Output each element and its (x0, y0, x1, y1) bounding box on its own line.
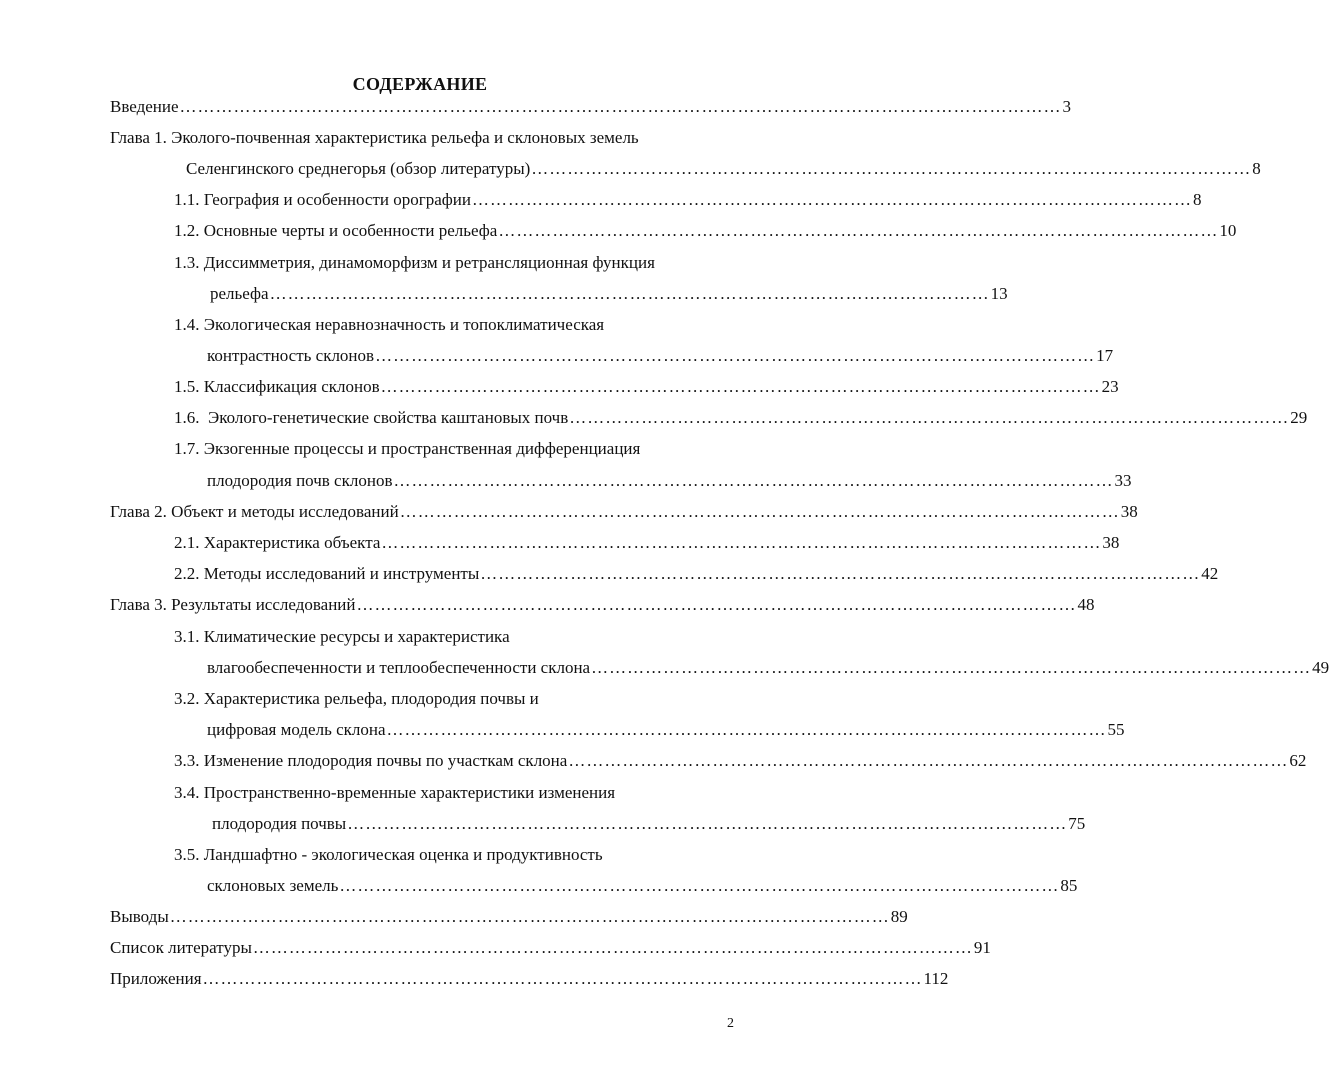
toc-entry-label: Глава 3. Результаты исследований (110, 595, 356, 614)
toc-entry-label: Приложения (110, 969, 202, 988)
toc-entry-label: плодородия почв склонов (207, 471, 393, 490)
leader-dots: ………………………………………………………………………………………………………… (386, 720, 1107, 739)
leader-dots: ………………………………………………………………………………………………………… (252, 938, 973, 957)
toc-entry-label: Выводы (110, 907, 169, 926)
toc-entry-label: Введение (110, 97, 179, 116)
leader-dots: ………………………………………………………………………………………………………… (169, 907, 890, 926)
toc-entry-1-4[interactable] (207, 346, 1114, 366)
leader-dots: ………………………………………………………………………………………………………… (339, 876, 1060, 895)
toc-page-number: 23 (1101, 377, 1119, 396)
leader-dots: ………………………………………………………………………………………………………… (399, 502, 1120, 521)
toc-entry-1-4-heading[interactable]: 1.4. Экологическая неравнозначность и топоклиматическая (174, 315, 605, 334)
toc-page-number: 62 (1289, 751, 1307, 770)
toc-page-number: 38 (1120, 502, 1138, 521)
toc-entry-chapter-1[interactable] (186, 159, 1261, 179)
toc-page-number: 8 (1193, 190, 1202, 209)
toc-entry-1-3[interactable] (210, 284, 1008, 304)
toc-page-number: 29 (1290, 408, 1308, 427)
toc-entry-3-5-heading[interactable]: 3.5. Ландшафтно - экологическая оценка и продуктивность (174, 845, 603, 864)
leader-dots: ………………………………………………………………………………………………………… (381, 533, 1102, 552)
toc-entry-introduction[interactable] (110, 97, 1072, 117)
toc-entry-label: рельефа (210, 284, 269, 303)
toc-page-number: 42 (1201, 564, 1219, 583)
leader-dots: ………………………………………………………………………………………………………… (380, 377, 1101, 396)
toc-page-number: 38 (1102, 533, 1120, 552)
toc-entry-1-3-heading[interactable]: 1.3. Диссимметрия, динамоморфизм и ретрансляционная функция (174, 253, 655, 272)
toc-entry-1-2[interactable] (174, 221, 1237, 241)
toc-entry-label: склоновых земель (207, 876, 339, 895)
toc-entry-label: 1.5. Классификация склонов (174, 377, 380, 396)
toc-entry-3-5[interactable] (207, 876, 1078, 896)
toc-entry-label: плодородия почвы (212, 814, 347, 833)
toc-entry-1-7[interactable] (207, 471, 1132, 491)
toc-page-number: 3 (1062, 97, 1072, 116)
toc-entry-label: Глава 2. Объект и методы исследований (110, 502, 399, 521)
leader-dots: ………………………………………………………………………………………………………… (202, 969, 923, 988)
toc-page-number: 91 (973, 938, 991, 957)
toc-page-number: 85 (1060, 876, 1078, 895)
toc-entry-1-6[interactable] (174, 408, 1308, 428)
toc-page-number: 33 (1114, 471, 1132, 490)
toc-entry-1-7-heading[interactable]: 1.7. Экзогенные процессы и пространственная дифференциация (174, 439, 641, 458)
toc-entry-3-4[interactable] (212, 814, 1086, 834)
toc-entry-conclusions[interactable] (110, 907, 908, 927)
toc-page-number: 10 (1219, 221, 1237, 240)
toc-entry-label: Список литературы (110, 938, 252, 957)
toc-entry-label: Селенгинского среднегорья (обзор литературы) (186, 159, 531, 178)
toc-entry-label: 1.6. Эколого-генетические свойства каштановых почв (174, 408, 569, 427)
toc-entry-label: 2.2. Методы исследований и инструменты (174, 564, 480, 583)
toc-entry-3-1[interactable] (207, 658, 1329, 678)
toc-entry-label: 1.2. Основные черты и особенности рельефа (174, 221, 498, 240)
toc-page-number: 75 (1068, 814, 1086, 833)
toc-page-number: 17 (1096, 346, 1114, 365)
toc-entry-3-2-heading[interactable]: 3.2. Характеристика рельефа, плодородия почвы и (174, 689, 539, 708)
toc-entry-chapter-2[interactable] (110, 502, 1138, 522)
toc-entry-label: контрастность склонов (207, 346, 375, 365)
toc-page-number: 13 (990, 284, 1008, 303)
toc-page-number: 49 (1312, 658, 1329, 677)
toc-entry-1-1[interactable] (174, 190, 1202, 210)
toc-entry-3-4-heading[interactable]: 3.4. Пространственно-временные характеристики изменения (174, 783, 616, 802)
toc-entry-label: 3.3. Изменение плодородия почвы по участкам склона (174, 751, 568, 770)
leader-dots: ………………………………………………………………………………………………………… (269, 284, 990, 303)
toc-page-number: 8 (1252, 159, 1261, 178)
leader-dots: ………………………………………………………………………………………………………… (531, 159, 1252, 178)
toc-page-number: 55 (1107, 720, 1125, 739)
leader-dots: ………………………………………………………………………………………………………… (356, 595, 1077, 614)
toc-entry-label: 2.1. Характеристика объекта (174, 533, 381, 552)
toc-entry-label: влагообеспеченности и теплообеспеченности склона (207, 658, 591, 677)
toc-entry-label: 1.1. География и особенности орографии (174, 190, 471, 209)
leader-dots: ………………………………………………………………………………………………………… (347, 814, 1068, 833)
toc-page-number: 48 (1077, 595, 1095, 614)
toc-entry-2-1[interactable] (174, 533, 1120, 553)
toc-entry-3-2[interactable] (207, 720, 1125, 740)
toc-entry-3-1-heading[interactable]: 3.1. Климатические ресурсы и характеристика (174, 627, 510, 646)
toc-page-number: 89 (890, 907, 908, 926)
toc-entry-1-5[interactable] (174, 377, 1119, 397)
leader-dots: ………………………………………………………………………………………………………… (591, 658, 1312, 677)
leader-dots: ………………………………………………………………………………………………………… (375, 346, 1096, 365)
toc-chapter-1-heading[interactable]: Глава 1. Эколого-почвенная характеристика рельефа и склоновых земель (110, 128, 639, 147)
leader-dots: ………………………………………………………………………………………………………… (393, 471, 1114, 490)
toc-entry-chapter-3[interactable] (110, 595, 1095, 615)
leader-dots: ………………………………………………………………………………………………………… (472, 190, 1192, 209)
leader-dots: ………………………………………………………………………………………………………… (568, 751, 1289, 770)
page-number: 2 (727, 1016, 734, 1031)
leader-dots: ………………………………………………………………………………………………………………………………… (179, 97, 1062, 116)
toc-entry-appendices[interactable] (110, 969, 949, 989)
leader-dots: ………………………………………………………………………………………………………… (498, 221, 1219, 240)
toc-entry-2-2[interactable] (174, 564, 1219, 584)
leader-dots: ………………………………………………………………………………………………………… (569, 408, 1290, 427)
toc-entry-label: цифровая модель склона (207, 720, 386, 739)
toc-entry-references[interactable] (110, 938, 991, 958)
toc-entry-3-3[interactable] (174, 751, 1307, 771)
toc-page-number: 112 (923, 969, 949, 988)
leader-dots: ………………………………………………………………………………………………………… (480, 564, 1201, 583)
page-title: СОДЕРЖАНИЕ (352, 74, 488, 94)
